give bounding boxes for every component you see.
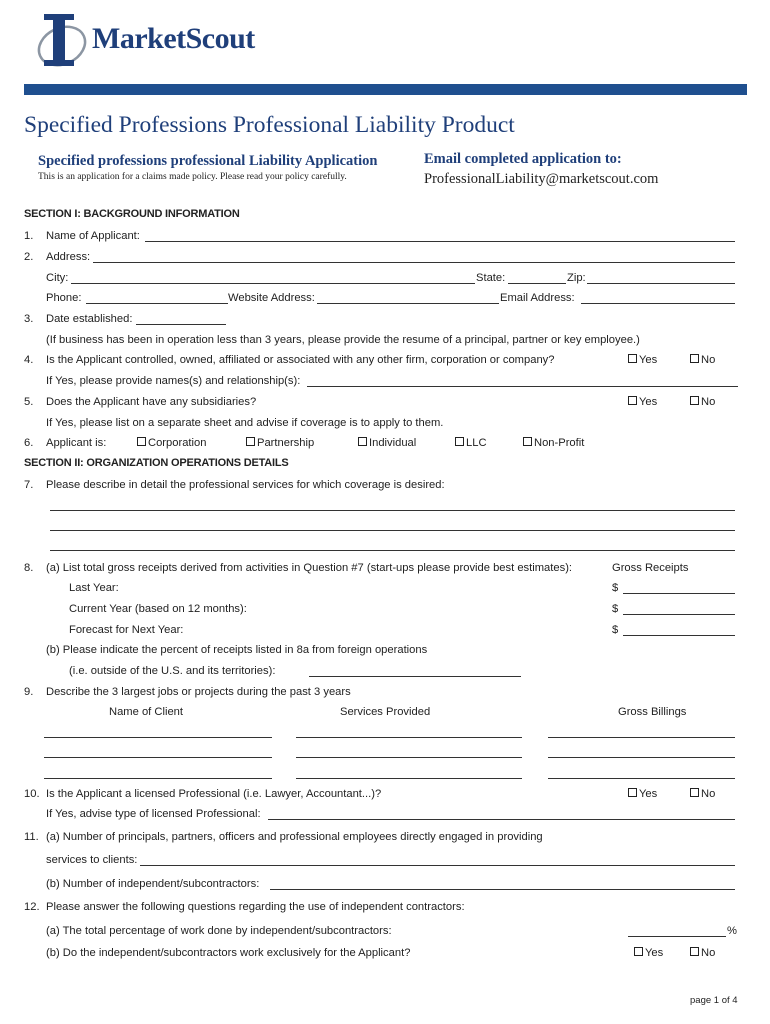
forecast-label: Forecast for Next Year: bbox=[69, 624, 184, 636]
checkbox-icon bbox=[690, 396, 699, 405]
website-field[interactable] bbox=[317, 303, 499, 304]
entity-llc-option[interactable] bbox=[455, 436, 487, 450]
q10-no-option[interactable] bbox=[690, 787, 715, 801]
q5-yes-option[interactable] bbox=[628, 395, 657, 409]
q8b-label: (b) Please indicate the percent of receipts listed in 8a from foreign operations bbox=[46, 644, 428, 656]
gross-receipts-header: Gross Receipts bbox=[612, 562, 689, 574]
marketscout-logo-icon bbox=[34, 8, 96, 74]
subcontractor-percent-field[interactable] bbox=[628, 936, 726, 937]
checkbox-icon bbox=[628, 354, 637, 363]
q5-no-option[interactable] bbox=[690, 395, 715, 409]
city-field[interactable] bbox=[71, 283, 475, 284]
q6-num: 6. bbox=[24, 437, 34, 449]
checkbox-icon bbox=[690, 947, 699, 956]
address-field[interactable] bbox=[93, 262, 735, 263]
q9-label: Describe the 3 largest jobs or projects during the past 3 years bbox=[46, 686, 351, 698]
billings-field-2[interactable] bbox=[548, 757, 735, 758]
services-field-3[interactable] bbox=[296, 778, 522, 779]
checkbox-icon bbox=[628, 788, 637, 797]
dollar-sign: $ bbox=[612, 624, 619, 636]
entity-label: Individual bbox=[369, 437, 417, 449]
q8-num: 8. bbox=[24, 562, 34, 574]
foreign-percent-field[interactable] bbox=[309, 676, 521, 677]
billings-field-1[interactable] bbox=[548, 737, 735, 738]
subtitle: Specified professions professional Liability Application bbox=[38, 153, 378, 169]
forecast-field[interactable] bbox=[623, 635, 735, 636]
last-year-field[interactable] bbox=[623, 593, 735, 594]
entity-label: LLC bbox=[466, 437, 487, 449]
services-line-3[interactable] bbox=[50, 550, 735, 551]
subcontractors-count-field[interactable] bbox=[270, 889, 735, 890]
logo-text: MarketScout bbox=[92, 22, 255, 55]
q5-followup: If Yes, please list on a separate sheet and advise if coverage is to apply to them. bbox=[46, 417, 444, 429]
entity-nonprofit-option[interactable] bbox=[523, 436, 584, 450]
services-line-2[interactable] bbox=[50, 530, 735, 531]
checkbox-icon bbox=[628, 396, 637, 405]
q4-num: 4. bbox=[24, 354, 34, 366]
col-client-header: Name of Client bbox=[109, 706, 183, 718]
q4-no-option[interactable] bbox=[690, 353, 715, 367]
header-bar bbox=[24, 84, 747, 95]
q12b-label: (b) Do the independent/subcontractors work exclusively for the Applicant? bbox=[46, 947, 411, 959]
checkbox-icon bbox=[690, 354, 699, 363]
col-billings-header: Gross Billings bbox=[618, 706, 687, 718]
entity-individual-option[interactable] bbox=[358, 436, 416, 450]
checkbox-icon bbox=[455, 437, 464, 446]
checkbox-icon bbox=[523, 437, 532, 446]
date-established-field[interactable] bbox=[136, 324, 226, 325]
services-field-2[interactable] bbox=[296, 757, 522, 758]
q3-label: Date established: bbox=[46, 313, 133, 325]
q3-note: (If business has been in operation less than 3 years, please provide the resume of a principal, partner or key employee.) bbox=[46, 334, 640, 346]
dollar-sign: $ bbox=[612, 582, 619, 594]
services-line-1[interactable] bbox=[50, 510, 735, 511]
q9-num: 9. bbox=[24, 686, 34, 698]
checkbox-icon bbox=[137, 437, 146, 446]
q12b-no-option[interactable] bbox=[690, 946, 715, 960]
client-field-3[interactable] bbox=[44, 778, 272, 779]
principals-count-field[interactable] bbox=[140, 865, 735, 866]
dollar-sign: $ bbox=[612, 603, 619, 615]
q5-no-label: No bbox=[701, 396, 716, 408]
entity-corporation-option[interactable] bbox=[137, 436, 206, 450]
q11-num: 11. bbox=[24, 831, 39, 843]
zip-field[interactable] bbox=[587, 283, 735, 284]
checkbox-icon bbox=[358, 437, 367, 446]
page-title: Specified Professions Professional Liability Product bbox=[24, 112, 515, 138]
entity-label: Non-Profit bbox=[534, 437, 585, 449]
q6-label: Applicant is: bbox=[46, 437, 107, 449]
q2-label: Address: bbox=[46, 251, 91, 263]
phone-label: Phone: bbox=[46, 292, 82, 304]
state-label: State: bbox=[476, 272, 506, 284]
client-field-2[interactable] bbox=[44, 757, 272, 758]
page-number: page 1 of 4 bbox=[690, 995, 738, 1006]
section1-heading: SECTION I: BACKGROUND INFORMATION bbox=[24, 208, 240, 220]
current-year-field[interactable] bbox=[623, 614, 735, 615]
q10-yes-label: Yes bbox=[639, 788, 658, 800]
current-year-label: Current Year (based on 12 months): bbox=[69, 603, 247, 615]
entity-partnership-option[interactable] bbox=[246, 436, 314, 450]
q12-label: Please answer the following questions regarding the use of independent contractors: bbox=[46, 901, 465, 913]
col-services-header: Services Provided bbox=[340, 706, 431, 718]
q10-no-label: No bbox=[701, 788, 716, 800]
q10-yes-option[interactable] bbox=[628, 787, 657, 801]
checkbox-icon bbox=[634, 947, 643, 956]
email-field[interactable] bbox=[581, 303, 735, 304]
phone-field[interactable] bbox=[86, 303, 228, 304]
q12b-no-label: No bbox=[701, 947, 716, 959]
q4-no-label: No bbox=[701, 354, 716, 366]
q1-num: 1. bbox=[24, 230, 34, 242]
license-type-field[interactable] bbox=[268, 819, 735, 820]
q12b-yes-label: Yes bbox=[645, 947, 664, 959]
q12-num: 12. bbox=[24, 901, 40, 913]
q4-yes-label: Yes bbox=[639, 354, 658, 366]
website-label: Website Address: bbox=[228, 292, 315, 304]
policy-note: This is an application for a claims made policy. Please read your policy carefully. bbox=[38, 172, 347, 182]
q12b-yes-option[interactable] bbox=[634, 946, 663, 960]
q10-num: 10. bbox=[24, 788, 40, 800]
checkbox-icon bbox=[246, 437, 255, 446]
section2-heading: SECTION II: ORGANIZATION OPERATIONS DETAILS bbox=[24, 457, 289, 469]
q5-num: 5. bbox=[24, 396, 34, 408]
email-label-field: Email Address: bbox=[500, 292, 575, 304]
q4-yes-option[interactable] bbox=[628, 353, 657, 367]
percent-sign: % bbox=[727, 925, 737, 937]
q5-yes-label: Yes bbox=[639, 396, 658, 408]
zip-label: Zip: bbox=[567, 272, 586, 284]
client-field-1[interactable] bbox=[44, 737, 272, 738]
q7-label: Please describe in detail the professional services for which coverage is desired: bbox=[46, 479, 445, 491]
services-field-1[interactable] bbox=[296, 737, 522, 738]
q5-label: Does the Applicant have any subsidiaries? bbox=[46, 396, 257, 408]
q3-num: 3. bbox=[24, 313, 34, 325]
q2-num: 2. bbox=[24, 251, 34, 263]
applicant-name-field[interactable] bbox=[145, 241, 735, 242]
q4-followup: If Yes, please provide names(s) and relationship(s): bbox=[46, 375, 301, 387]
q7-num: 7. bbox=[24, 479, 34, 491]
city-label: City: bbox=[46, 272, 69, 284]
email-address: ProfessionalLiability@marketscout.com bbox=[424, 171, 659, 187]
q11a-label: (a) Number of principals, partners, officers and professional employees directly engaged in providing bbox=[46, 831, 543, 843]
relationships-field[interactable] bbox=[307, 386, 738, 387]
q11b-label: (b) Number of independent/subcontractors: bbox=[46, 878, 260, 890]
entity-label: Partnership bbox=[257, 437, 315, 449]
q10-followup: If Yes, advise type of licensed Professional: bbox=[46, 808, 261, 820]
email-label: Email completed application to: bbox=[424, 151, 622, 167]
q4-label: Is the Applicant controlled, owned, affiliated or associated with any other firm, corporation or company? bbox=[46, 354, 555, 366]
q1-label: Name of Applicant: bbox=[46, 230, 140, 242]
q8a-label: (a) List total gross receipts derived from activities in Question #7 (start-ups please provide best estimates): bbox=[46, 562, 573, 574]
q12a-label: (a) The total percentage of work done by independent/subcontractors: bbox=[46, 925, 392, 937]
q8b-followup: (i.e. outside of the U.S. and its territories): bbox=[69, 665, 276, 677]
last-year-label: Last Year: bbox=[69, 582, 119, 594]
state-field[interactable] bbox=[508, 283, 566, 284]
q10-label: Is the Applicant a licensed Professional (i.e. Lawyer, Accountant...)? bbox=[46, 788, 382, 800]
billings-field-3[interactable] bbox=[548, 778, 735, 779]
q11a-followup: services to clients: bbox=[46, 854, 138, 866]
entity-label: Corporation bbox=[148, 437, 207, 449]
checkbox-icon bbox=[690, 788, 699, 797]
